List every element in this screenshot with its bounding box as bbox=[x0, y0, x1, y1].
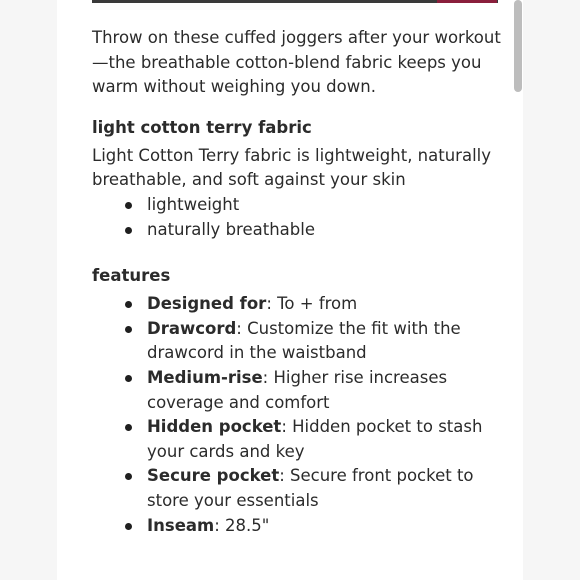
top-divider-accent bbox=[437, 0, 497, 3]
feature-term: Inseam bbox=[147, 515, 215, 535]
fabric-bullet: naturally breathable bbox=[92, 218, 504, 243]
feature-term: Drawcord bbox=[147, 318, 237, 338]
top-divider bbox=[92, 0, 498, 3]
product-details-page bbox=[57, 0, 523, 580]
features-heading: features bbox=[92, 266, 171, 286]
intro-paragraph: Throw on these cuffed joggers after your workout—the breathable cotton-blend fabric keeps you warm without weighing you down. bbox=[92, 28, 501, 97]
feature-term: Designed for bbox=[147, 294, 267, 314]
fabric-heading: light cotton terry fabric bbox=[92, 117, 312, 137]
feature-term: Secure pocket bbox=[147, 466, 280, 486]
feature-term: Hidden pocket bbox=[147, 417, 282, 437]
feature-item bbox=[92, 514, 504, 539]
feature-text: : Secure front pocket to store your essentials bbox=[147, 466, 474, 510]
feature-text: : Customize the fit with the drawcord in the waistband bbox=[147, 318, 461, 363]
fabric-description: Light Cotton Terry fabric is lightweight, naturally breathable, and soft against your skin bbox=[92, 145, 492, 190]
features-list bbox=[92, 292, 504, 538]
fabric-bullet-list bbox=[92, 193, 504, 242]
feature-item bbox=[92, 415, 504, 464]
feature-item bbox=[92, 366, 504, 415]
feature-item bbox=[92, 464, 504, 513]
fabric-bullet: lightweight bbox=[92, 193, 504, 218]
product-description bbox=[92, 26, 504, 538]
feature-text: : To + from bbox=[266, 294, 358, 314]
feature-item bbox=[92, 292, 504, 317]
feature-text: : 28.5" bbox=[214, 515, 270, 535]
feature-item bbox=[92, 317, 504, 366]
feature-text: : Higher rise increases coverage and comfort bbox=[147, 367, 448, 412]
scrollbar-thumb[interactable] bbox=[514, 0, 522, 92]
feature-text: : Hidden pocket to stash your cards and key bbox=[147, 417, 483, 461]
feature-term: Medium-rise bbox=[147, 367, 263, 387]
